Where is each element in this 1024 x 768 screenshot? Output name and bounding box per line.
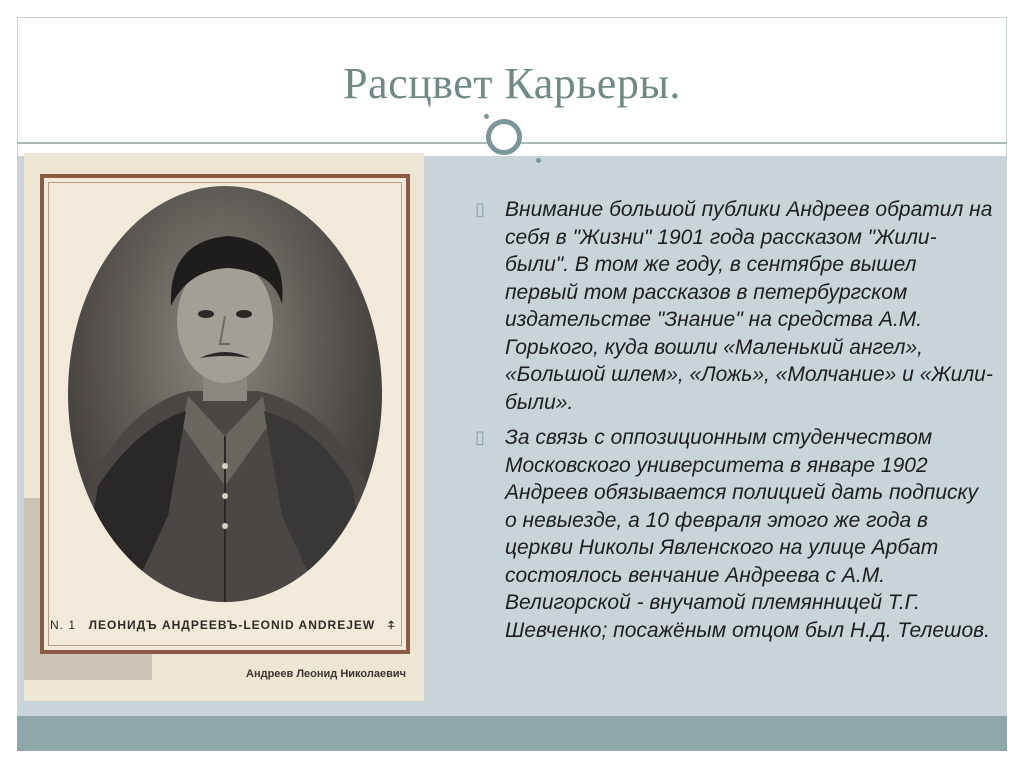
publisher-mark-icon: ⍏ [387,618,396,632]
photo-caption-number: N. 1 [50,618,77,632]
bullet-icon: ▯ [475,427,485,447]
bullet-list [475,196,995,652]
bullet-text: Внимание большой публики Андреев обратил на себя в "Жизни" 1901 года рассказом "Жили-были". В том же году, в сентябре вышел первый том рассказов в петербургском издательстве "Знание" на средства А.М. Горького, куда вошли «Маленький ангел», «Большой шлем», «Ложь», «Молчание» и «Жили-были». [505,198,993,414]
bullet-icon: ▯ [475,199,485,219]
bullet-text: За связь с оппозиционным студенчеством Московского университета в январе 1902 Андреев обязывается полицией дать подписку о невыезде, а 10 февраля этого же года в церкви Николы Явленского на улице Арбат состоялось венчание Андреева с А.М. Велигорской - внучатой племянницей Т.Г. Шевченко; посажёным отцом был Н.Д. Телешов. [505,426,990,642]
portrait-photo [68,186,382,602]
decor-dot-icon [536,158,541,163]
photo-subtitle: Андреев Леонид Николаевич [246,668,406,680]
bottom-bar [17,716,1007,751]
photo-caption [50,618,396,633]
slide-title: Расцвет Карьеры. [343,59,681,108]
portrait-image [68,186,382,602]
list-item [475,424,995,644]
decor-dot-icon [484,114,489,119]
photo-caption-text: ЛЕОНИДЪ АНДРЕЕВЪ-LEONID ANDREJEW [88,618,376,632]
list-item [475,196,995,416]
ring-ornament-icon [486,119,522,155]
